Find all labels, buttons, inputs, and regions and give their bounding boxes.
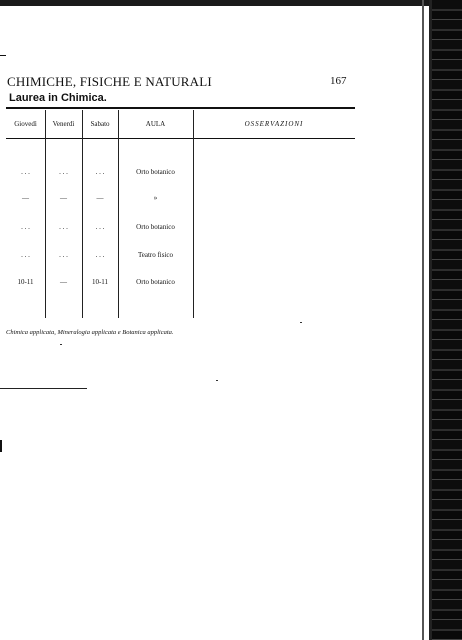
cell-sabato: . . . — [95, 168, 105, 176]
margin-mark — [0, 55, 6, 56]
cell-aula: Orto botanico — [136, 168, 175, 176]
page-header-title: CHIMICHE, FISICHE E NATURALI — [7, 74, 212, 89]
cell-venerdi: . . . — [59, 251, 68, 259]
column-divider — [118, 110, 119, 318]
cell-giovedi: — — [22, 194, 29, 202]
cell-venerdi: — — [60, 278, 67, 286]
cell-aula: Orto botanico — [136, 278, 175, 286]
column-header-sabato: Sabato — [90, 120, 110, 128]
cell-giovedi: . . . — [21, 168, 30, 176]
column-divider — [193, 110, 194, 318]
cell-sabato: — — [96, 194, 104, 202]
footnote-rule — [0, 388, 87, 389]
table-top-rule — [6, 107, 355, 109]
cell-giovedi: . . . — [21, 223, 30, 231]
cell-aula: Orto botanico — [136, 223, 175, 231]
footnote: Chimica applicata, Mineralogia applicata e Botanica applicata. — [6, 329, 174, 336]
cell-venerdi: . . . — [59, 223, 68, 231]
column-divider — [45, 110, 46, 318]
column-header-osservazioni: OSSERVAZIONI — [244, 120, 304, 128]
cell-sabato: . . . — [95, 223, 105, 231]
page-number: 167 — [330, 75, 347, 87]
column-header-aula: AULA — [145, 120, 166, 128]
cell-sabato: . . . — [95, 251, 105, 259]
cell-giovedi: 10-11 — [17, 278, 34, 286]
cell-venerdi: — — [60, 194, 67, 202]
cell-giovedi: . . . — [21, 251, 30, 259]
cell-venerdi: . . . — [59, 168, 68, 176]
margin-mark — [0, 440, 2, 452]
scan-speck — [60, 344, 62, 345]
section-subtitle: Laurea in Chimica. — [9, 92, 107, 104]
cell-aula: » — [153, 194, 158, 202]
binding-edge-line — [422, 0, 424, 640]
scan-top-border — [0, 0, 462, 6]
book-spine-edge — [432, 0, 462, 640]
column-divider — [82, 110, 83, 318]
column-header-venerdi: Venerdì — [52, 120, 75, 128]
cell-sabato: 10-11 — [91, 278, 109, 286]
column-header-giovedi: Giovedì — [14, 120, 37, 128]
scan-speck — [300, 322, 302, 323]
table-header-rule — [6, 138, 355, 139]
scan-speck — [216, 380, 218, 381]
cell-aula: Teatro fisico — [137, 251, 174, 259]
